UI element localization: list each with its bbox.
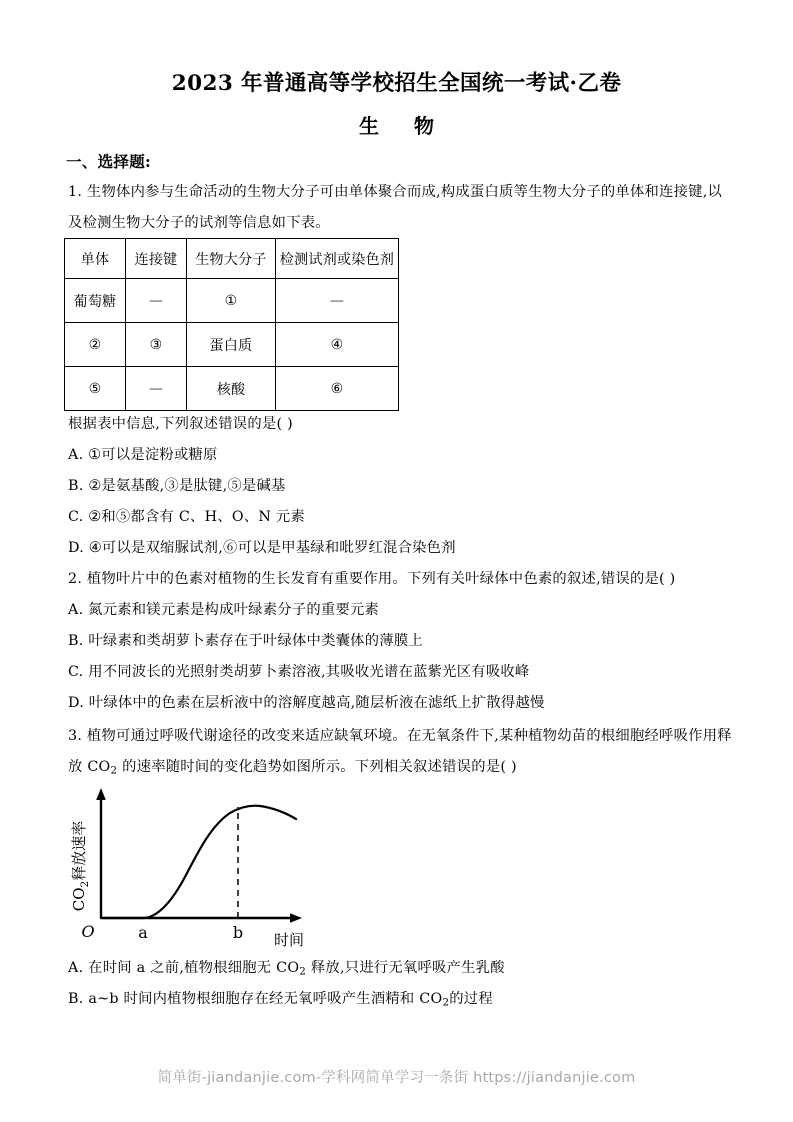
x-tick-label-a: a bbox=[138, 923, 148, 942]
table-row bbox=[65, 323, 399, 367]
question-1-option-d[interactable]: D. ④可以是双缩脲试剂,⑥可以是甲基绿和吡罗红混合染色剂 bbox=[68, 540, 456, 556]
subscript-two: 2 bbox=[299, 965, 307, 978]
table-cell: 蛋白质 bbox=[187, 323, 276, 367]
question-2-option-c[interactable]: C. 用不同波长的光照射类胡萝卜素溶液,其吸收光谱在蓝紫光区有吸收峰 bbox=[68, 664, 530, 680]
co2-release-rate-chart bbox=[60, 780, 320, 955]
table-header-cell: 连接键 bbox=[126, 239, 187, 279]
question-3-stem-post: 的速率随时间的变化趋势如图所示。下列相关叙述错误的是( ) bbox=[117, 759, 517, 775]
table-cell: ③ bbox=[126, 323, 187, 367]
y-axis-label-subscript: 2 bbox=[79, 880, 91, 888]
question-1-option-c[interactable]: C. ②和⑤都含有 C、H、O、N 元素 bbox=[68, 509, 306, 525]
table-cell: — bbox=[126, 279, 187, 323]
question-2-stem: 2. 植物叶片中的色素对植物的生长发育有重要作用。下列有关叶绿体中色素的叙述,错误的是( ) bbox=[68, 571, 676, 587]
table-cell: — bbox=[276, 279, 399, 323]
subscript-two: 2 bbox=[110, 764, 118, 777]
y-axis-label-post: 释放速率 bbox=[70, 820, 88, 881]
question-1-option-a[interactable]: A. ①可以是淀粉或糖原 bbox=[68, 447, 218, 463]
table-cell: — bbox=[126, 367, 187, 411]
biomolecule-table bbox=[64, 238, 399, 411]
x-tick-label-b: b bbox=[232, 923, 244, 942]
table-row bbox=[65, 279, 399, 323]
page-title: 2023 年普通高等学校招生全国统一考试·乙卷 bbox=[171, 71, 622, 96]
question-2-option-b[interactable]: B. 叶绿素和类胡萝卜素存在于叶绿体中类囊体的薄膜上 bbox=[68, 633, 423, 649]
table-header-cell: 生物大分子 bbox=[187, 239, 276, 279]
table-cell: 核酸 bbox=[187, 367, 276, 411]
question-3-option-b-post: 的过程 bbox=[449, 991, 493, 1007]
footer-watermark: 简单街-jiandanjie.com-学科网简单学习一条街 https://jiandanjie.com bbox=[157, 1070, 636, 1086]
y-axis-label-pre: CO bbox=[70, 887, 88, 912]
x-axis-arrowhead bbox=[290, 913, 302, 923]
subscript-two: 2 bbox=[442, 996, 450, 1009]
co2-release-curve bbox=[101, 806, 296, 918]
question-3-option-a[interactable] bbox=[68, 958, 505, 981]
x-axis-label: 时间 bbox=[273, 931, 305, 949]
question-3-option-b-pre: B. a~b 时间内植物根细胞存在经无氧呼吸产生酒精和 CO bbox=[68, 991, 443, 1007]
table-header-cell: 检测试剂或染色剂 bbox=[276, 239, 399, 279]
origin-label: O bbox=[81, 922, 95, 941]
table-cell: 葡萄糖 bbox=[65, 279, 126, 323]
question-3-stem-line-2 bbox=[68, 757, 517, 780]
subject-title: 生 物 bbox=[359, 114, 448, 138]
table-header-row bbox=[65, 239, 399, 279]
table-cell: ④ bbox=[276, 323, 399, 367]
table-cell: ⑤ bbox=[65, 367, 126, 411]
question-3-option-a-pre: A. 在时间 a 之前,植物根细胞无 CO bbox=[68, 960, 300, 976]
question-2-option-d[interactable]: D. 叶绿体中的色素在层析液中的溶解度越高,随层析液在滤纸上扩散得越慢 bbox=[68, 695, 545, 711]
question-3-stem-line-1: 3. 植物可通过呼吸代谢途径的改变来适应缺氧环境。在无氧条件下,某种植物幼苗的根细胞经呼吸作用释 bbox=[68, 728, 732, 744]
question-1-option-b[interactable]: B. ②是氨基酸,③是肽键,⑤是碱基 bbox=[68, 478, 286, 494]
y-axis-label bbox=[70, 821, 91, 911]
y-axis-arrowhead bbox=[96, 788, 106, 800]
question-3-option-b[interactable] bbox=[68, 989, 493, 1012]
question-2-option-a[interactable]: A. 氮元素和镁元素是构成叶绿素分子的重要元素 bbox=[68, 602, 380, 618]
table-cell: ⑥ bbox=[276, 367, 399, 411]
question-1-stem-line-2: 及检测生物大分子的试剂等信息如下表。 bbox=[68, 215, 330, 231]
question-3-option-a-post: 释放,只进行无氧呼吸产生乳酸 bbox=[306, 960, 505, 976]
question-3-stem-pre: 放 CO bbox=[68, 759, 111, 775]
question-1-stem-line-1: 1. 生物体内参与生命活动的生物大分子可由单体聚合而成,构成蛋白质等生物大分子的单体和连接键,以 bbox=[68, 184, 723, 200]
table-row bbox=[65, 367, 399, 411]
table-header-cell: 单体 bbox=[65, 239, 126, 279]
table-cell: ① bbox=[187, 279, 276, 323]
section-heading: 一、选择题: bbox=[66, 152, 152, 171]
table-cell: ② bbox=[65, 323, 126, 367]
question-1-prompt: 根据表中信息,下列叙述错误的是( ) bbox=[68, 416, 293, 432]
